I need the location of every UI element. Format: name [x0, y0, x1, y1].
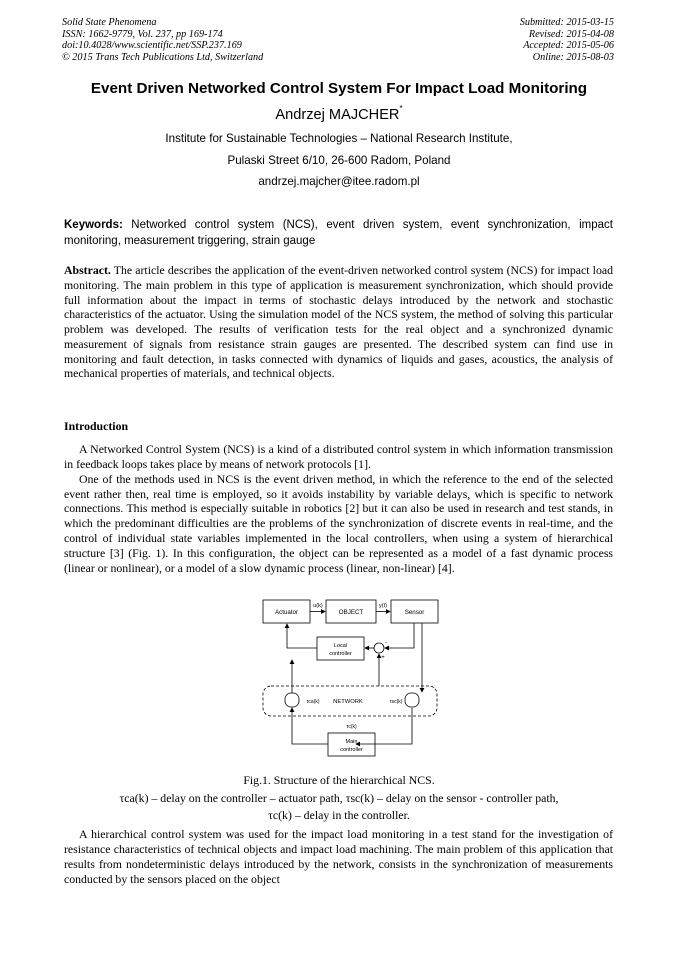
signal-y-label: y(t) — [379, 603, 387, 609]
minus-sign: - — [385, 640, 387, 646]
author-email: andrzej.majcher@itee.radom.pl — [258, 175, 420, 188]
submitted-date: Submitted: 2015-03-15 — [519, 17, 614, 28]
local-controller-label-2: controller — [329, 651, 352, 657]
keywords-text: Networked control system (NCS), event driven system, event synchronization, impact monitoring, measurement triggering, strain gauge — [64, 219, 613, 247]
figure-ncs-diagram — [255, 594, 455, 764]
section-heading-introduction: Introduction — [64, 419, 129, 433]
revised-date: Revised: 2015-04-08 — [528, 28, 614, 40]
paper-title: Event Driven Networked Control System For Impact Load Monitoring — [90, 80, 588, 97]
affiliation-address: Pulaski Street 6/10, 26-600 Radom, Poland — [227, 154, 451, 167]
doi-line: doi:10.4028/www.scientific.net/SSP.237.169 — [62, 40, 242, 52]
figure-legend-1: τca(k) – delay on the controller – actuator path, τsc(k) – delay on the sensor - controller path, — [119, 791, 559, 805]
figure-caption: Fig.1. Structure of the hierarchical NCS. — [243, 773, 435, 787]
author — [0, 104, 678, 123]
keywords-label: Keywords: — [64, 219, 123, 231]
main-controller-label-2: controller — [340, 747, 363, 753]
journal-name: Solid State Phenomena — [62, 17, 157, 28]
signal-u-label: u(k) — [313, 603, 323, 609]
dates-info — [520, 17, 614, 63]
copyright-line: © 2015 Trans Tech Publications Ltd, Switzerland — [62, 51, 264, 63]
sensor-label: Sensor — [404, 609, 425, 616]
abstract-text: The article describes the application of the event-driven networked control system (NCS) for impact load monitoring. The main problem in this type of application is measurement synchronization, which should provide full information about the impact in terms of stochastic delays introduced by the network and stochastic characteristics of the actuator. Using the simulation model of the NCS system, the method of solving this particular problem was developed. The results of verification tests for the real object and a synchronized dynamic measurement of signals from resistance strain gauges are presented. The described system can find use in monitoring and fault detection, in tasks connected with dynamics of liquids and gases, acoustics, the analysis of mechanical properties of materials, and technical objects. — [64, 263, 613, 381]
object-label: OBJECT — [338, 609, 364, 616]
journal-info — [62, 17, 263, 63]
tau-sc-label: τsc(k) — [389, 699, 403, 705]
network-label: NETWORK — [333, 699, 363, 705]
body-after-figure — [64, 827, 613, 886]
local-controller-label-1: Local — [333, 643, 348, 649]
paragraph: A hierarchical control system was used for the impact load monitoring in a test stand for the investigation of resistance characteristics of technical objects and impact load machining. The main problem of this application that results from nondeterministic delays introduced by the network, consists in the synchronization of measurements conducted by the sensors placed on the object — [64, 827, 613, 886]
issn-line: ISSN: 1662-9779, Vol. 237, pp 169-174 — [62, 28, 223, 40]
ncs-diagram-svg — [255, 594, 455, 764]
keywords — [64, 218, 613, 249]
plus-sign: + — [381, 655, 385, 661]
author-name: Andrzej MAJCHER — [275, 107, 400, 123]
tau-c-label: τc(k) — [346, 724, 357, 730]
local-to-actuator-line — [287, 624, 317, 648]
affiliation-institute: Institute for Sustainable Technologies – National Research Institute, — [165, 132, 513, 145]
accepted-date: Accepted: 2015-05-06 — [523, 40, 614, 52]
delay-sc-block — [405, 693, 419, 707]
introduction-body — [64, 442, 613, 576]
author-footnote-mark: * — [399, 104, 403, 113]
figure-legend-2: τc(k) – delay in the controller. — [268, 808, 410, 822]
paragraph: A Networked Control System (NCS) is a kind of a distributed control system in which information transmission in feedback loops takes place by means of network protocols [1]. — [64, 442, 613, 471]
sensor-to-sum-line — [385, 623, 414, 648]
paragraph: One of the methods used in NCS is the event driven method, in which the reference to the end of the selected event rather then, real time is employed, so it avoids instability by variable delays, which is specific to network connections. This method is especially suitable in robotics [2] but it can also be used in research and test stands, in which the predominant difficulties are the problems of the synchronization of discrete events in real-time, and the control of individual state variables implemented in the local controllers, when using a system of hierarchical structure [3] (Fig. 1). In this configuration, the object can be represented as a model of a fast dynamic process (linear or nonlinear), or a model of a slow dynamic process (linear, non-linear) [4]. — [64, 471, 613, 575]
online-date: Online: 2015-08-03 — [532, 51, 614, 63]
summing-junction — [374, 643, 384, 653]
tau-ca-label: τca(k) — [306, 699, 320, 705]
main-to-network-line — [292, 708, 328, 744]
delay-ca-block — [285, 693, 299, 707]
main-controller-label-1: Main — [345, 739, 358, 745]
abstract — [64, 263, 613, 381]
abstract-label: Abstract. — [64, 263, 111, 277]
network-to-main-line — [356, 708, 412, 744]
actuator-label: Actuator — [274, 609, 299, 616]
